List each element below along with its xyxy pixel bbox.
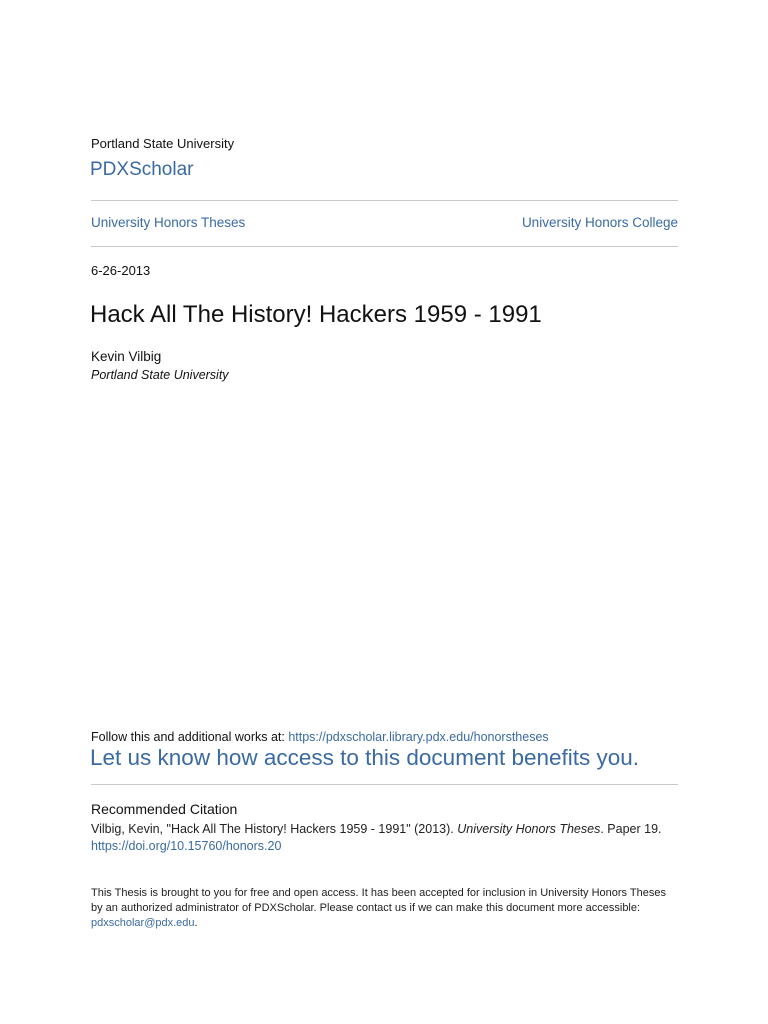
collection-bar (91, 214, 678, 231)
collection-divider (91, 246, 678, 247)
collection-link-college[interactable]: University Honors College (521, 215, 678, 230)
notice-end: . (194, 917, 198, 929)
follow-label: Follow this and additional works at: (91, 730, 289, 744)
publication-date: 6-26-2013 (91, 263, 151, 278)
benefits-feedback-link[interactable]: Let us know how access to this document benefits you. (90, 745, 640, 770)
follow-line (91, 729, 549, 745)
document-title: Hack All The History! Hackers 1959 - 1991 (90, 301, 542, 328)
institution-name: Portland State University (91, 136, 235, 151)
citation-text (91, 821, 691, 837)
follow-url-link[interactable]: https://pdxscholar.library.pdx.edu/honorstheses (288, 730, 549, 744)
collection-link-theses[interactable]: University Honors Theses (91, 215, 246, 230)
citation-series: University Honors Theses (457, 822, 601, 836)
citation-divider (91, 784, 678, 785)
top-divider (91, 200, 678, 201)
repository-link[interactable]: PDXScholar (90, 159, 194, 180)
citation-paper: . Paper 19. (600, 822, 662, 836)
author-name: Kevin Vilbig (91, 349, 162, 364)
notice-text: This Thesis is brought to you for free and open access. It has been accepted for inclusion in University Honors Theses by an authorized administrator of PDXScholar. Please contact us if we can make this document more accessible: (91, 887, 666, 914)
citation-heading: Recommended Citation (91, 801, 238, 817)
access-notice (91, 886, 671, 931)
citation-main: Vilbig, Kevin, "Hack All The History! Hackers 1959 - 1991" (2013). (91, 822, 458, 836)
doi-link[interactable]: https://doi.org/10.15760/honors.20 (91, 839, 282, 853)
contact-email-link[interactable]: pdxscholar@pdx.edu (91, 917, 195, 929)
author-affiliation: Portland State University (91, 368, 229, 382)
